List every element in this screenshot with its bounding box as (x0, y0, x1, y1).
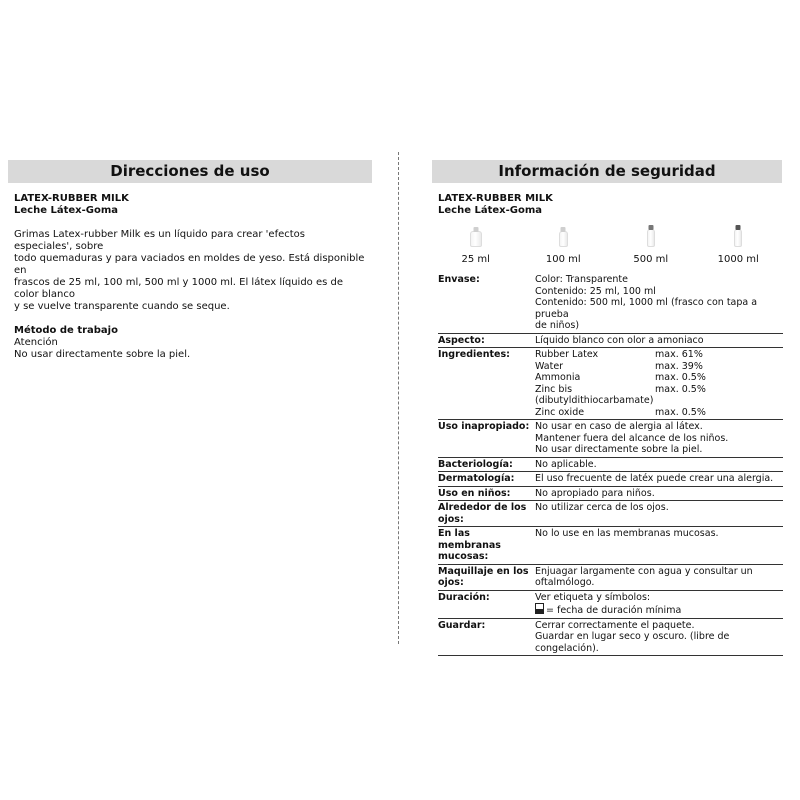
value-line: Enjuagar largamente con agua y consultar un (535, 565, 753, 577)
row-key: Guardar: (438, 618, 535, 656)
bottle-icon (647, 229, 655, 247)
ingredient-name: Ammonia (535, 372, 581, 383)
ingredient-name: (dibutyldithiocarbamate) (535, 395, 654, 406)
product-subtitle: Leche Látex-Goma (438, 205, 542, 216)
open-jar-icon (535, 603, 544, 614)
ingredient (535, 395, 783, 407)
ingredient-name: Water (535, 360, 564, 372)
value-line: Color: Transparente (535, 274, 628, 285)
row-value (535, 457, 783, 472)
value-line: congelación). (535, 642, 599, 654)
row-ingredientes (438, 348, 783, 420)
bottle-icon (734, 229, 742, 247)
bottle-icon (559, 231, 568, 247)
row-value (535, 333, 783, 348)
ingredient-name: Zinc oxide (535, 406, 585, 418)
row-value (535, 564, 783, 590)
product-name: LATEX-RUBBER MILK (14, 193, 129, 204)
row-key: Bacteriología: (438, 457, 535, 472)
product-subtitle: Leche Látex-Goma (14, 205, 118, 216)
duration-text: = fecha de duración mínima (546, 605, 682, 616)
ingredient-name: Zinc bis (535, 383, 573, 395)
bottle-icon (470, 231, 482, 247)
description-line: todo quemaduras y para vaciados en moldes de yeso. Está disponible en (14, 253, 365, 276)
ingredient-max: max. 0.5% (655, 383, 706, 395)
ingredient-max: max. 39% (655, 360, 703, 372)
value-line: El uso frecuente de latéx puede crear una alergia. (535, 473, 774, 484)
row-value (535, 527, 783, 565)
key-line: En las membranas (438, 528, 501, 551)
ingredient-name: Rubber Latex (535, 349, 599, 360)
safety-title: Información de seguridad (432, 160, 782, 183)
row-value (535, 618, 783, 656)
value-line: No utilizar cerca de los ojos. (535, 502, 669, 513)
directions-section (8, 160, 372, 361)
ingredient (535, 372, 783, 384)
row-membranas (438, 527, 783, 565)
row-alrededor-ojos (438, 501, 783, 527)
description-line: frascos de 25 ml, 100 ml, 500 ml y 1000 ml. El látex líquido es de color blanco (14, 277, 344, 300)
key-line: mucosas: (438, 551, 489, 562)
row-value (535, 590, 783, 618)
ingredient-max: max. 0.5% (655, 372, 706, 383)
row-key: Aspecto: (438, 333, 535, 348)
row-key: Uso inapropiado: (438, 420, 535, 458)
row-key: Dermatología: (438, 472, 535, 487)
row-uso-ninos (438, 486, 783, 501)
value-line: No usar en caso de alergia al látex. (535, 421, 703, 432)
ingredient (535, 361, 783, 373)
row-value (535, 501, 783, 527)
row-uso-inapropiado (438, 420, 783, 458)
value-line: Contenido: 25 ml, 100 ml (535, 285, 656, 297)
row-key: Uso en niños: (438, 486, 535, 501)
value-line: No lo use en las membranas mucosas. (535, 528, 719, 539)
ingredient-max: max. 61% (655, 349, 703, 360)
value-line: de niños) (535, 320, 580, 331)
key-line: Alrededor de los (438, 502, 527, 513)
product-name: LATEX-RUBBER MILK (438, 193, 553, 204)
method-title: Método de trabajo (14, 325, 118, 336)
row-envase (438, 273, 783, 333)
row-key: Ingredientes: (438, 348, 535, 420)
value-line: No apropiado para niños. (535, 487, 655, 499)
key-line: ojos: (438, 577, 464, 588)
ingredient-max: max. 0.5% (655, 406, 706, 418)
value-line: Contenido: 500 ml, 1000 ml (frasco con tapa a prueba (535, 297, 758, 320)
value-line: No aplicable. (535, 458, 597, 470)
safety-section (432, 160, 782, 656)
bottle-label: 25 ml (461, 254, 490, 265)
row-value (535, 348, 783, 420)
value-line (535, 603, 783, 617)
row-maquillaje (438, 564, 783, 590)
row-value (535, 486, 783, 501)
row-aspecto (438, 333, 783, 348)
row-value (535, 273, 783, 333)
row-key (438, 527, 535, 565)
description (14, 229, 366, 313)
value-line: Ver etiqueta y símbolos: (535, 591, 651, 603)
description-line: Grimas Latex-rubber Milk es un líquido para crear 'efectos especiales', sobre (14, 229, 305, 252)
row-value (535, 472, 783, 487)
method-line: No usar directamente sobre la piel. (14, 349, 191, 360)
bottle-item (432, 225, 520, 265)
value-line: Cerrar correctamente el paquete. (535, 619, 695, 631)
bottle-label: 500 ml (633, 254, 669, 265)
bottle-label: 100 ml (545, 254, 581, 265)
method-line: Atención (14, 337, 58, 348)
row-duracion (438, 590, 783, 618)
row-key (438, 564, 535, 590)
directions-title: Direcciones de uso (8, 160, 372, 183)
value-line: oftalmólogo. (535, 577, 595, 588)
value-line: Mantener fuera del alcance de los niños. (535, 432, 729, 444)
bottle-label: 1000 ml (717, 254, 759, 265)
bottle-item (607, 225, 695, 265)
bottle-sizes (432, 225, 782, 265)
row-key: Envase: (438, 273, 535, 333)
value-line: Guardar en lugar seco y oscuro. (libre de (535, 631, 730, 642)
key-line: ojos: (438, 513, 464, 525)
ingredient (535, 384, 783, 396)
description-line: y se vuelve transparente cuando se seque. (14, 301, 230, 312)
safety-table (438, 273, 783, 656)
row-key: Duración: (438, 590, 535, 618)
row-value (535, 420, 783, 458)
row-bacteriologia (438, 457, 783, 472)
row-dermatologia (438, 472, 783, 487)
column-divider (398, 152, 399, 644)
ingredient (535, 349, 783, 361)
value-line: Líquido blanco con olor a amoniaco (535, 334, 704, 346)
row-key (438, 501, 535, 527)
bottle-item (520, 225, 608, 265)
key-line: Maquillaje en los (438, 565, 529, 577)
value-line: No usar directamente sobre la piel. (535, 444, 703, 455)
ingredient (535, 407, 783, 419)
row-guardar (438, 618, 783, 656)
bottle-item (695, 225, 783, 265)
